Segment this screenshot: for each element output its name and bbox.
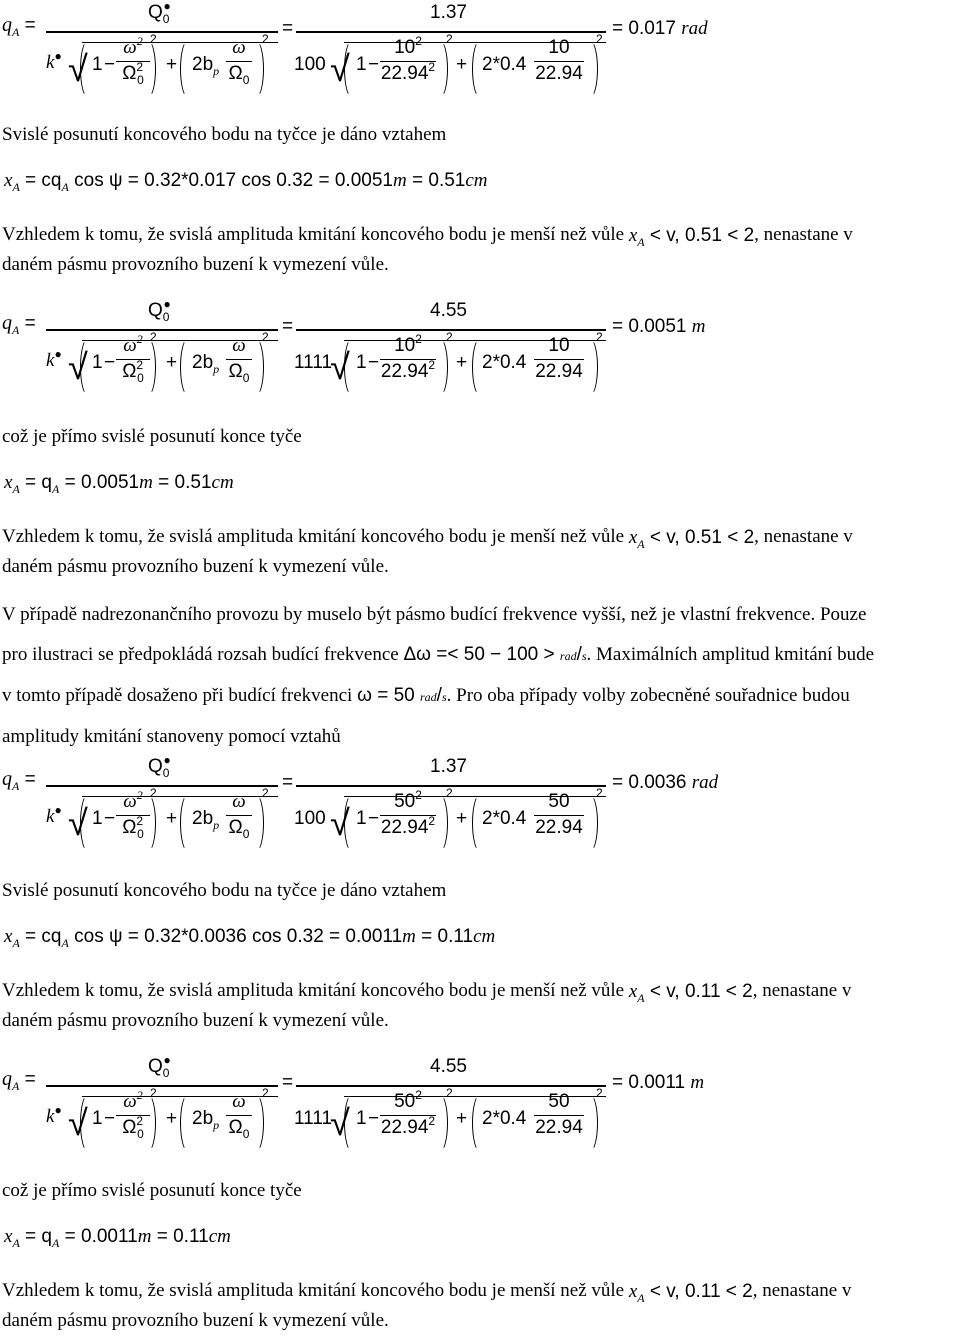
paren-close-2 (248, 338, 264, 396)
paren-close-4 (582, 794, 598, 852)
denominator-coef: 100 (294, 54, 326, 75)
k-star: k● (46, 1103, 62, 1127)
frequency-range-formula: Δω =< 50 − 100 > rad/s (403, 644, 587, 666)
equation-qA-3: $q_A$ = $Q_0^●$ k● √ 1 − $\omega^2$ $\Omega^2_0$ 2 + $2b_p$ ω $\Omega_0$ 2 = 1.37 100 √ 1 − $50^2$ 22.94$^2$ 2 + 2*0.4 50 22.94 2 = 0.0036 rad (0, 756, 760, 856)
value-ratio-2: 10 22.94 (535, 335, 583, 383)
omega-ratio-2: ω $\Omega_0$ (226, 38, 252, 85)
value-ratio-2: 50 22.94 (535, 791, 583, 839)
equation-xA-2: $x_A = q_A = 0.0051m = 0.51cm$ (4, 472, 234, 496)
lhs-q: $q_A$ = (2, 14, 36, 39)
omega-ratio-1: $\omega^2$ $\Omega^2_0$ (116, 1092, 150, 1139)
lhs-q: $q_A$ = (2, 1068, 36, 1093)
paragraph-8: což je přímo svislé posunutí konce tyče (2, 1180, 302, 1201)
sqrt-sign-2: √ (330, 802, 350, 843)
omega-ratio-2: ω $\Omega_0$ (226, 792, 252, 839)
inequality-2: $x_A < v$, 0.51 < 2 (628, 526, 755, 551)
fraction-bar-1 (46, 1085, 278, 1087)
paren-close-3 (432, 794, 448, 852)
paragraph-1: Svislé posunutí koncového bodu na tyčce je dáno vztahem (2, 124, 447, 145)
omega-ratio-2: ω $\Omega_0$ (226, 336, 252, 383)
paragraph-3: což je přímo svislé posunutí konce tyče (2, 426, 302, 447)
value-ratio-1: $50^2$ 22.94$^2$ (380, 788, 436, 839)
result: = 0.0036 rad (612, 772, 719, 793)
inequality-1: $x_A < v$, 0.51 < 2 (628, 224, 755, 249)
paren-close-1 (140, 40, 156, 98)
sqrt-sign-2: √ (330, 346, 350, 387)
equation-xA-3: $x_A = cq_A$ cos ψ = 0.32*0.0036 cos 0.32 = 0.0011m = 0.11cm (4, 926, 496, 950)
paragraph-2: Vzhledem k tomu, že svislá amplituda kmitání koncového bodu je menší než vůle $x_A < v$, 0.51 < 2, nenastane v daném pásmu provozního buzení k vymezení vůle. (2, 220, 958, 280)
sqrt-sign-1: √ (68, 346, 88, 387)
value-ratio-2: 10 22.94 (535, 37, 583, 85)
numerator-value: 4.55 (430, 1056, 467, 1077)
paren-close-4 (582, 40, 598, 98)
fraction-bar-1 (46, 785, 278, 787)
denominator-coef: 100 (294, 808, 326, 829)
lhs-q: $q_A$ = (2, 312, 36, 337)
denominator-coef: 1111 (294, 352, 333, 373)
paren-close-2 (248, 1094, 264, 1152)
omega-ratio-2: ω $\Omega_0$ (226, 1092, 252, 1139)
paren-close-1 (140, 794, 156, 852)
equation-qA-1: $q_A$ = $Q_0^●$ k● √ 1 − $\omega^2$ $\Omega^2_0$ 2 + $2b_p$ ω $\Omega_0$ 2 = 1.37 100 √ 1 − $10^2$ 22.94$^2$ 2 + 2*0.4 10 22.94 2 = 0.017 rad (0, 2, 760, 102)
value-ratio-2: 50 22.94 (535, 1091, 583, 1139)
omega-ratio-1: $\omega^2$ $\Omega^2_0$ (116, 792, 150, 839)
value-ratio-1: $10^2$ 22.94$^2$ (380, 332, 436, 383)
value-ratio-1: $10^2$ 22.94$^2$ (380, 34, 436, 85)
sqrt-sign-2: √ (330, 1102, 350, 1143)
excitation-frequency-formula: ω = 50 rad/s (357, 685, 447, 707)
lhs-q: $q_A$ = (2, 768, 36, 793)
paragraph-9: Vzhledem k tomu, že svislá amplituda kmitání koncového bodu je menší než vůle $x_A < v$, 0.11 < 2, nenastane v daném pásmu provozního buzení k vymezení vůle. (2, 1276, 958, 1336)
paren-close-4 (582, 338, 598, 396)
paren-close-1 (140, 338, 156, 396)
sqrt-sign-1: √ (68, 48, 88, 89)
result: = 0.0011 m (612, 1072, 705, 1093)
equation-qA-2: $q_A$ = $Q_0^●$ k● √ 1 − $\omega^2$ $\Omega^2_0$ 2 + $2b_p$ ω $\Omega_0$ 2 = 4.55 1111 √ 1 − $10^2$ 22.94$^2$ 2 + 2*0.4 10 22.94 2 = 0.0051 m (0, 300, 760, 400)
numerator-value: 4.55 (430, 300, 467, 321)
paren-close-1 (140, 1094, 156, 1152)
k-star: k● (46, 347, 62, 371)
inequality-3: $x_A < v$, 0.11 < 2 (628, 980, 753, 1005)
k-star: k● (46, 49, 62, 73)
equation-qA-4: $q_A$ = $Q_0^●$ k● √ 1 − $\omega^2$ $\Omega^2_0$ 2 + $2b_p$ ω $\Omega_0$ 2 = 4.55 1111 √ 1 − $50^2$ 22.94$^2$ 2 + 2*0.4 50 22.94 2 = 0.0011 m (0, 1056, 760, 1156)
fraction-bar-1 (46, 329, 278, 331)
numerator-Q0: $Q_0^●$ (148, 297, 171, 324)
omega-ratio-1: $\omega^2$ $\Omega^2_0$ (116, 336, 150, 383)
result: = 0.0051 m (612, 316, 706, 337)
fraction-bar-1 (46, 31, 278, 33)
paren-close-3 (432, 40, 448, 98)
paragraph-4: Vzhledem k tomu, že svislá amplituda kmitání koncového bodu je menší než vůle $x_A < v$, 0.51 < 2, nenastane v daném pásmu provozního buzení k vymezení vůle. (2, 522, 958, 582)
sqrt-sign-1: √ (68, 802, 88, 843)
paren-close-4 (582, 1094, 598, 1152)
numerator-Q0: $Q_0^●$ (148, 0, 171, 26)
omega-ratio-1: $\omega^2$ $\Omega^2_0$ (116, 38, 150, 85)
result: = 0.017 rad (612, 18, 708, 39)
paragraph-6: Svislé posunutí koncového bodu na tyčce je dáno vztahem (2, 880, 447, 901)
numerator-Q0: $Q_0^●$ (148, 753, 171, 780)
value-ratio-1: $50^2$ 22.94$^2$ (380, 1088, 436, 1139)
numerator-value: 1.37 (430, 2, 467, 23)
paren-close-3 (432, 338, 448, 396)
sqrt-sign-1: √ (68, 1102, 88, 1143)
k-star: k● (46, 803, 62, 827)
numerator-value: 1.37 (430, 756, 467, 777)
inequality-4: $x_A < v$, 0.11 < 2 (628, 1280, 753, 1305)
paragraph-5: V případě nadrezonančního provozu by muselo být pásmo budící frekvence vyšší, než je vlastní frekvence. Pouze pro ilustraci se předpokládá rozsah budící frekvence Δω =< 50 − 100 > rad/s. Maximálních amplitud kmitání bude v tomto případě dosaženo při budící frekvenci ω = 50 rad/s. Pro oba případy volby zobecněné souřadnice budou amplitudy kmitání stanoveny pomocí vztahů (2, 604, 875, 748)
equation-xA-1: $x_A = cq_A$ cos ψ = 0.32*0.017 cos 0.32 = 0.0051m = 0.51cm (4, 170, 488, 194)
paren-close-3 (432, 1094, 448, 1152)
paren-close-2 (248, 794, 264, 852)
paragraph-7: Vzhledem k tomu, že svislá amplituda kmitání koncového bodu je menší než vůle $x_A < v$, 0.11 < 2, nenastane v daném pásmu provozního buzení k vymezení vůle. (2, 976, 958, 1036)
equation-xA-4: $x_A = q_A = 0.0011m = 0.11cm$ (4, 1226, 231, 1250)
denominator-coef: 1111 (294, 1108, 333, 1129)
paren-close-2 (248, 40, 264, 98)
sqrt-sign-2: √ (330, 48, 350, 89)
numerator-Q0: $Q_0^●$ (148, 1053, 171, 1080)
